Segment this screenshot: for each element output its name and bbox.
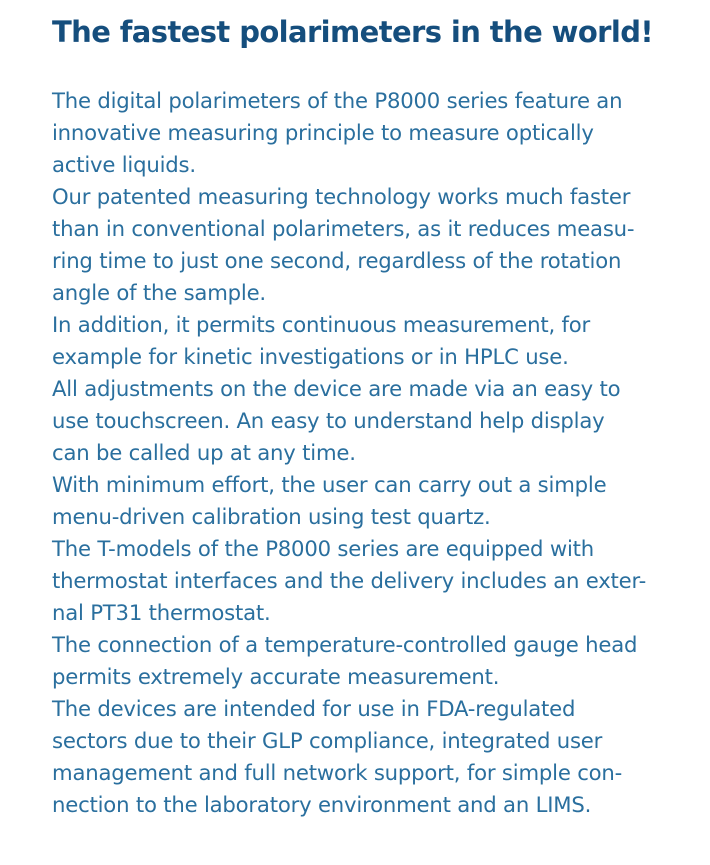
text-line: All adjustments on the device are made via an easy to xyxy=(52,376,621,401)
text-line: use touchscreen. An easy to understand help display xyxy=(52,408,605,433)
text-line: nal PT31 thermostat. xyxy=(52,600,271,625)
paragraph xyxy=(52,533,692,629)
text-line: Our patented measuring technology works much faster xyxy=(52,184,631,209)
text-line: In addition, it permits continuous measurement, for xyxy=(52,312,591,337)
text-line: With minimum effort, the user can carry out a simple xyxy=(52,472,607,497)
text-line: can be called up at any time. xyxy=(52,440,356,465)
text-line: ring time to just one second, regardless of the rotation xyxy=(52,248,622,273)
body-copy xyxy=(52,85,692,821)
text-line: management and full network support, for simple con- xyxy=(52,760,623,785)
paragraph xyxy=(52,85,692,181)
text-line: angle of the sample. xyxy=(52,280,266,305)
text-line: innovative measuring principle to measure optically xyxy=(52,120,594,145)
text-line: sectors due to their GLP compliance, integrated user xyxy=(52,728,603,753)
page-title: The fastest polarimeters in the world! xyxy=(52,15,653,49)
text-line: nection to the laboratory environment and an LIMS. xyxy=(52,792,592,817)
paragraph xyxy=(52,309,692,373)
text-line: menu-driven calibration using test quartz. xyxy=(52,504,491,529)
paragraph xyxy=(52,693,692,821)
text-line: active liquids. xyxy=(52,152,196,177)
document-page xyxy=(52,0,692,865)
text-line: example for kinetic investigations or in HPLC use. xyxy=(52,344,569,369)
paragraph xyxy=(52,469,692,533)
text-line: The connection of a temperature-controlled gauge head xyxy=(52,632,638,657)
text-line: The devices are intended for use in FDA-regulated xyxy=(52,696,576,721)
text-line: permits extremely accurate measurement. xyxy=(52,664,500,689)
paragraph xyxy=(52,373,692,469)
text-line: The T-models of the P8000 series are equipped with xyxy=(52,536,594,561)
text-line: than in conventional polarimeters, as it reduces measu- xyxy=(52,216,635,241)
paragraph xyxy=(52,181,692,309)
paragraph xyxy=(52,629,692,693)
text-line: thermostat interfaces and the delivery includes an exter- xyxy=(52,568,647,593)
text-line: The digital polarimeters of the P8000 series feature an xyxy=(52,88,623,113)
